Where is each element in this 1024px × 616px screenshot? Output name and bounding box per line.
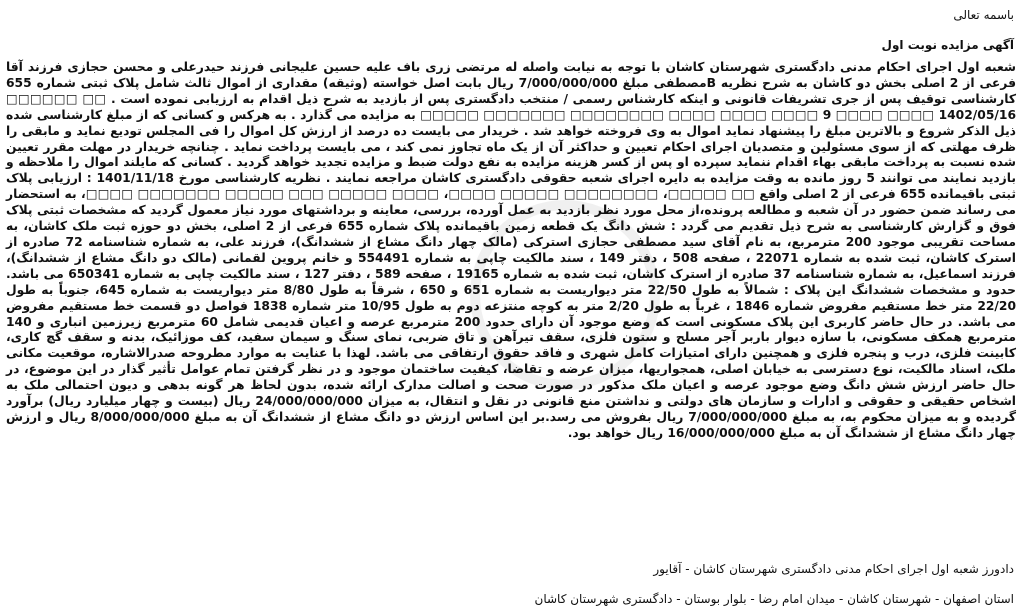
address-text: استان اصفهان - شهرستان کاشان - میدان امام رضا - بلوار بوستان - دادگستری شهرستان کاشان [534, 592, 1014, 606]
footer-address [529, 592, 1014, 606]
header-title: باسمه تعالی [953, 8, 1014, 22]
notice-paragraph: شعبه اول اجرای احکام مدنی دادگستری شهرستان کاشان با توجه به نیابت واصله له مرتضی زری باف علیه حسین علیجانی فرزند حیدرعلی و محسن حجازی فرزند آقا فرعی از 2 اصلی بخش دو کاشان به شرح نظریه Bمصطفی مبلغ 7/000/000/000 ریال بابت اصل خواسته (وثیقه) مقداری از اموال ثالث شامل پلاک ثبتی شماره 655 کارشناسی توقیف پس از جری تشریفات قانونی و اینکه کارشناس رسمی / منتخب دادگستری پس از بازدید به شرح ذیل اقدام به ارزیابی نموده است . □□ □□□□□□ 1402/05/16 □□□□ □□□□ 9 □□□□ □□□□ □□□□ □□□□□□□□ □□□□□□□ □□□□□ به مزایده می گذارد . به هرکس و کسانی که از مبلغ کارشناسی شده ذیل الذکر شروع و بالاترین مبلغ را پیشنهاد نماید اموال به وی فروخته خواهد شد . خریدار می بایست ده درصد از ارزش کل اموال را فی المجلس تودیع نماید و مابقی را ظرف مهلتی که از سوی مسئولین و متصدیان اجرای احکام تعیین و حداکثر آن از یک ماه تجاوز نمی کند ، می بایست پرداخت نماید . چنانچه خریدار در مهلت مقرر تعیین شده نسبت به پرداخت مابقی بهاء اقدام ننماید سپرده او پس از کسر هزینه مزایده به نفع دولت ضبط و مزایده تجدید خواهد گردید . کسانی که مایلند اموال را ملاحظه و بازدید نمایند می توانند 5 روز مانده به وقت مزایده به دایره اجرای شعبه حقوقی دادگستری کاشان مراجعه نمایند . نظریه کارشناسی مورخ 1401/11/18 : ارزیابی پلاک ثبتی باقیمانده 655 فرعی از 2 اصلی واقع □□ □□□□□، □□□□□□□□ □□□□□ □□□□، □□□□ □□□□□ □□□ □□□□□ □□□□□□□ □□□□، به استحضار می رساند ضمن حضور در آن شعبه و مطالعه پرونده،از محل مورد نظر بازدید به عمل آورده، بررسی، معاینه و برداشتهای مورد نیاز معمول گردید که مشخصات ثبتی پلاک فوق و گزارش کارشناسی به شرح ذیل تقدیم می گردد : شش دانگ یک قطعه زمین باقیمانده پلاک شماره 655 فرعی از 2 اصلی، بخش دو حوزه ثبت ملک کاشان، به مساحت تقریبی موجود 200 مترمربع، به نام آقای سید مصطفی حجازی استرکی (مالک چهار دانگ مشاع از ششدانگ)، فرزند علی، به شماره شناسنامه 72 صادره از استرک کاشان، ثبت شده به شماره 22071 ، صفحه 508 ، دفتر 149 ، سند مالکیت چاپی به شماره 554491 و خانم پروین لقمانی (مالک دو دانگ مشاع از ششدانگ)، فرزند اسماعیل، به شماره شناسنامه 37 صادره از استرک کاشان، ثبت شده به شماره 19165 ، صفحه 589 ، دفتر 127 ، سند مالکیت چاپی به شماره 650341 می باشد. حدود و مشخصات ششدانگ این پلاک : شمالاً به طول 22/50 متر دیواریست به شماره 651 و 650 ، شرقاً به طول 8/80 متر دیواریست به شماره 645، جنوباً به طول 22/20 متر خط مستقیم مفروض شماره 1846 ، غرباً به طول 2/20 متر به کوچه منتزعه دوم به طول 10/95 متر شماره 1838 فواصل دو قسمت خط مستقیم مفروض می باشد. در حال حاضر کاربری این پلاک مسکونی است که وضع موجود آن دارای حدود 200 مترمربع عرصه و اعیان قدیمی شامل 60 مترمربع زیرزمین انباری و 140 مترمربع همکف مسکونی، با سازه دیوار باربر آجر مسلح و ستون فلزی، سقف تیرآهن و تاق ضربی، نمای سنگ و سیمان سفید، کف موزائیک، بدنه و سقف گچ کاری، کابینت فلزی، درب و پنجره فلزی و همچنین دارای امتیازات کامل شهری و فاقد حقوق ارتفاقی می باشد. لهذا با عنایت به موارد مطروحه صدرالاشاره، موقعیت مکانی ملک، اسناد مالکیت، نوع دسترسی به خیابان اصلی، همجواریها، میزان عرضه و تقاضا، کیفیت ساختمان موجود و در نظر گرفتن تمام عوامل تأثیر گذار در این موضوع، در حال حاضر ارزش شش دانگ وضع موجود عرصه و اعیان ملک مذکور در صورت صحت و اصالت مدارک ارائه شده، بدون لحاظ هر گونه بدهی و دیون احتمالی ملک به اشخاص حقیقی و حقوقی و ادارات و سازمان های دولتی و نداشتن منع قانونی در نقل و انتقال، به میزان 24/000/000/000 ریال (بیست و چهار میلیارد ریال) برآورد گردیده و به میزان محکوم به، به مبلغ 7/000/000/000 ریال بفروش می رسد.بر این اساس ارزش دو دانگ مشاع از ششدانگ آن به مبلغ 8/000/000/000 ریال و ارزش چهار دانگ مشاع از ششدانگ آن به مبلغ 16/000/000/000 ریال خواهد بود. [6, 60, 1017, 440]
footer-signature: دادورز شعبه اول اجرای احکام مدنی دادگستری شهرستان کاشان - آقایور [653, 562, 1014, 576]
header-subtitle: آگهی مزایده نوبت اول [881, 38, 1014, 52]
notice-body [6, 60, 1016, 442]
